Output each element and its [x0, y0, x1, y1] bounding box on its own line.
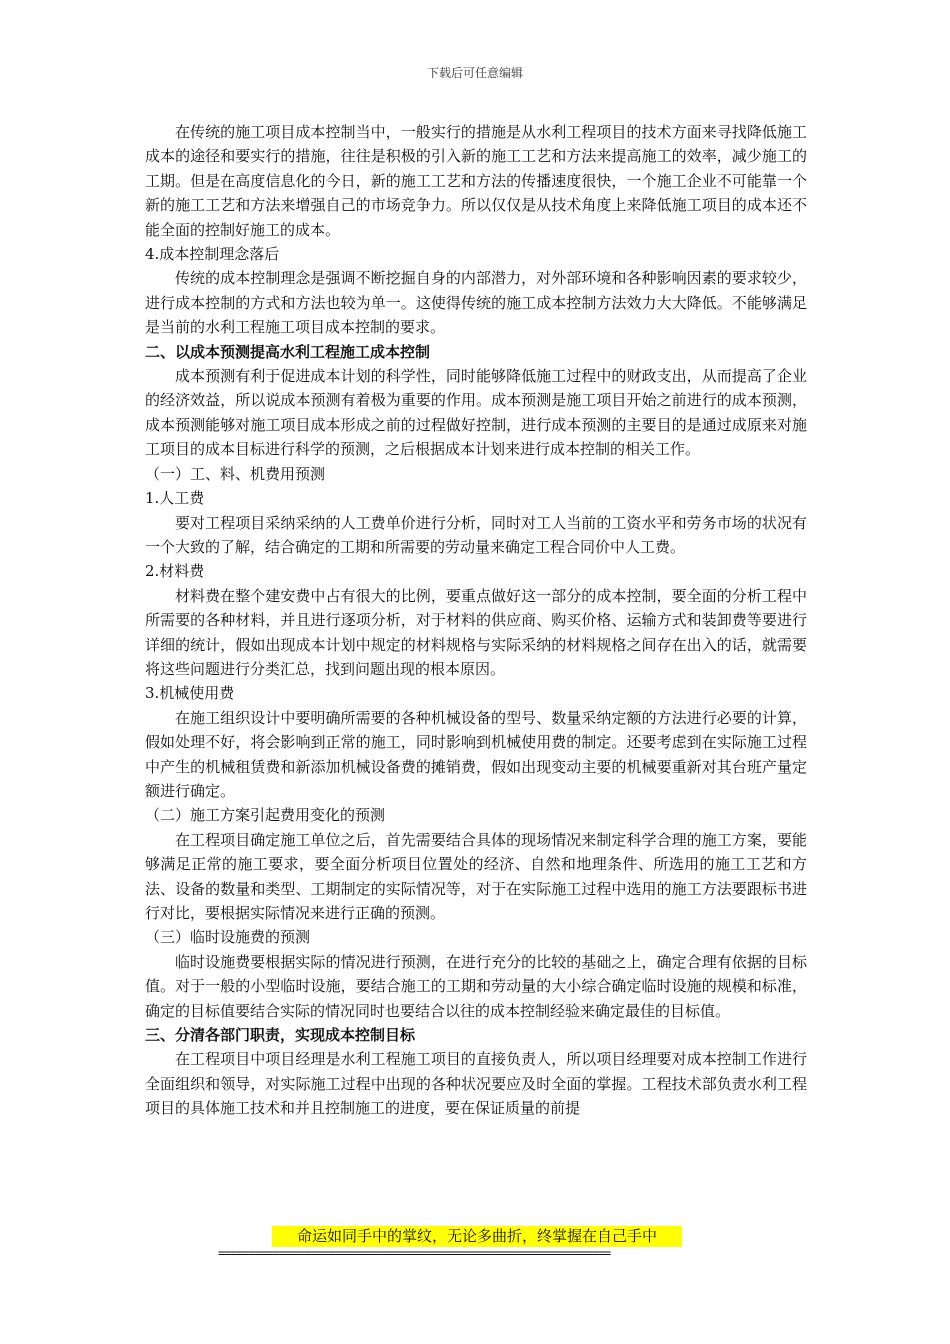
section-heading: 二、以成本预测提高水利工程施工成本控制 — [145, 342, 431, 361]
section-heading: 三、分清各部门职责，实现成本控制目标 — [145, 1026, 416, 1045]
subsection-title: 1.人工费 — [145, 489, 205, 508]
subsection-title: （二）施工方案引起费用变化的预测 — [145, 806, 386, 825]
paragraph: 成本预测有利于促进成本计划的科学性，同时能够降低施工过程中的财政支出，从而提高了企业的经济效益，所以说成本预测有着极为重要的作用。成本预测是施工项目开始之前进行的成本预测，成本预测能够对施工项目成本形成之前的过程做好控制，进行成本预测的主要目的是通过成原来对施工项目的成本目标进行科学的预测，之后根据成本计划来进行成本控制的相关工作。 — [145, 367, 807, 459]
page-header-note: 下载后可任意编辑 — [426, 66, 523, 80]
paragraph: 在工程项目中项目经理是水利工程施工项目的直接负责人，所以项目经理要对成本控制工作进行全面组织和领导，对实际施工过程中出现的各种状况要应及时全面的掌握。工程技术部负责水利工程项目的具体施工技术和并且控制施工的进度，要在保证质量的前提 — [145, 1050, 807, 1118]
footer-divider-rule: ================================================================ — [218, 1246, 610, 1260]
paragraph: 在工程项目确定施工单位之后，首先需要结合具体的现场情况来制定科学合理的施工方案，要能够满足正常的施工要求，要全面分析项目位置处的经济、自然和地理条件、所选用的施工工艺和方法、设备的数量和类型、工期制定的实际情况等，对于在实际施工过程中选用的施工方法要跟标书进行对比，要根据实际情况来进行正确的预测。 — [145, 830, 807, 922]
subsection-title: 2.材料费 — [145, 562, 205, 581]
document-body — [145, 120, 807, 1121]
paragraph: 在施工组织设计中要明确所需要的各种机械设备的型号、数量采纳定额的方法进行必要的计算，假如处理不好，将会影响到正常的施工，同时影响到机械使用费的制定。还要考虑到在实际施工过程中产生的机械租赁费和新添加机械设备费的摊销费，假如出现变动主要的机械要重新对其台班产量定额进行确定。 — [145, 708, 807, 800]
subsection-title: 4.成本控制理念落后 — [145, 245, 280, 264]
subsection-title: （三）临时设施费的预测 — [145, 928, 311, 947]
paragraph: 要对工程项目采纳采纳的人工费单价进行分析，同时对工人当前的工资水平和劳务市场的状况有一个大致的了解，结合确定的工期和所需要的劳动量来确定工程合同价中人工费。 — [145, 513, 807, 556]
paragraph: 临时设施费要根据实际的情况进行预测，在进行充分的比较的基础之上，确定合理有依据的目标值。对于一般的小型临时设施，要结合施工的工期和劳动量的大小综合确定临时设施的规模和标准，确定的目标值要结合实际的情况同时也要结合以往的成本控制经验来确定最佳的目标值。 — [145, 952, 807, 1020]
footer-motto: 命运如同手中的掌纹，无论多曲折，终掌握在自己手中 — [272, 1226, 682, 1247]
subsection-title: 3.机械使用费 — [145, 684, 235, 703]
paragraph: 在传统的施工项目成本控制当中，一般实行的措施是从水利工程项目的技术方面来寻找降低施工成本的途径和要实行的措施，往往是积极的引入新的施工工艺和方法来提高施工的效率，减少施工的工期。但是在高度信息化的今日，新的施工工艺和方法的传播速度很快，一个施工企业不可能靠一个新的施工工艺和方法来增强自己的市场竞争力。所以仅仅是从技术角度上来降低施工项目的成本还不能全面的控制好施工的成本。 — [145, 123, 807, 239]
subsection-title: （一）工、料、机费用预测 — [145, 464, 326, 483]
paragraph: 材料费在整个建安费中占有很大的比例，要重点做好这一部分的成本控制，要全面的分析工程中所需要的各种材料，并且进行逐项分析，对于材料的供应商、购买价格、运输方式和装卸费等要进行详细的统计，假如出现成本计划中规定的材料规格与实际采纳的材料规格之间存在出入的话，就需要将这些问题进行分类汇总，找到问题出现的根本原因。 — [145, 586, 807, 678]
paragraph: 传统的成本控制理念是强调不断挖掘自身的内部潜力，对外部环境和各种影响因素的要求较少，进行成本控制的方式和方法也较为单一。这使得传统的施工成本控制方法效力大大降低。不能够满足是当前的水利工程施工项目成本控制的要求。 — [145, 269, 807, 337]
